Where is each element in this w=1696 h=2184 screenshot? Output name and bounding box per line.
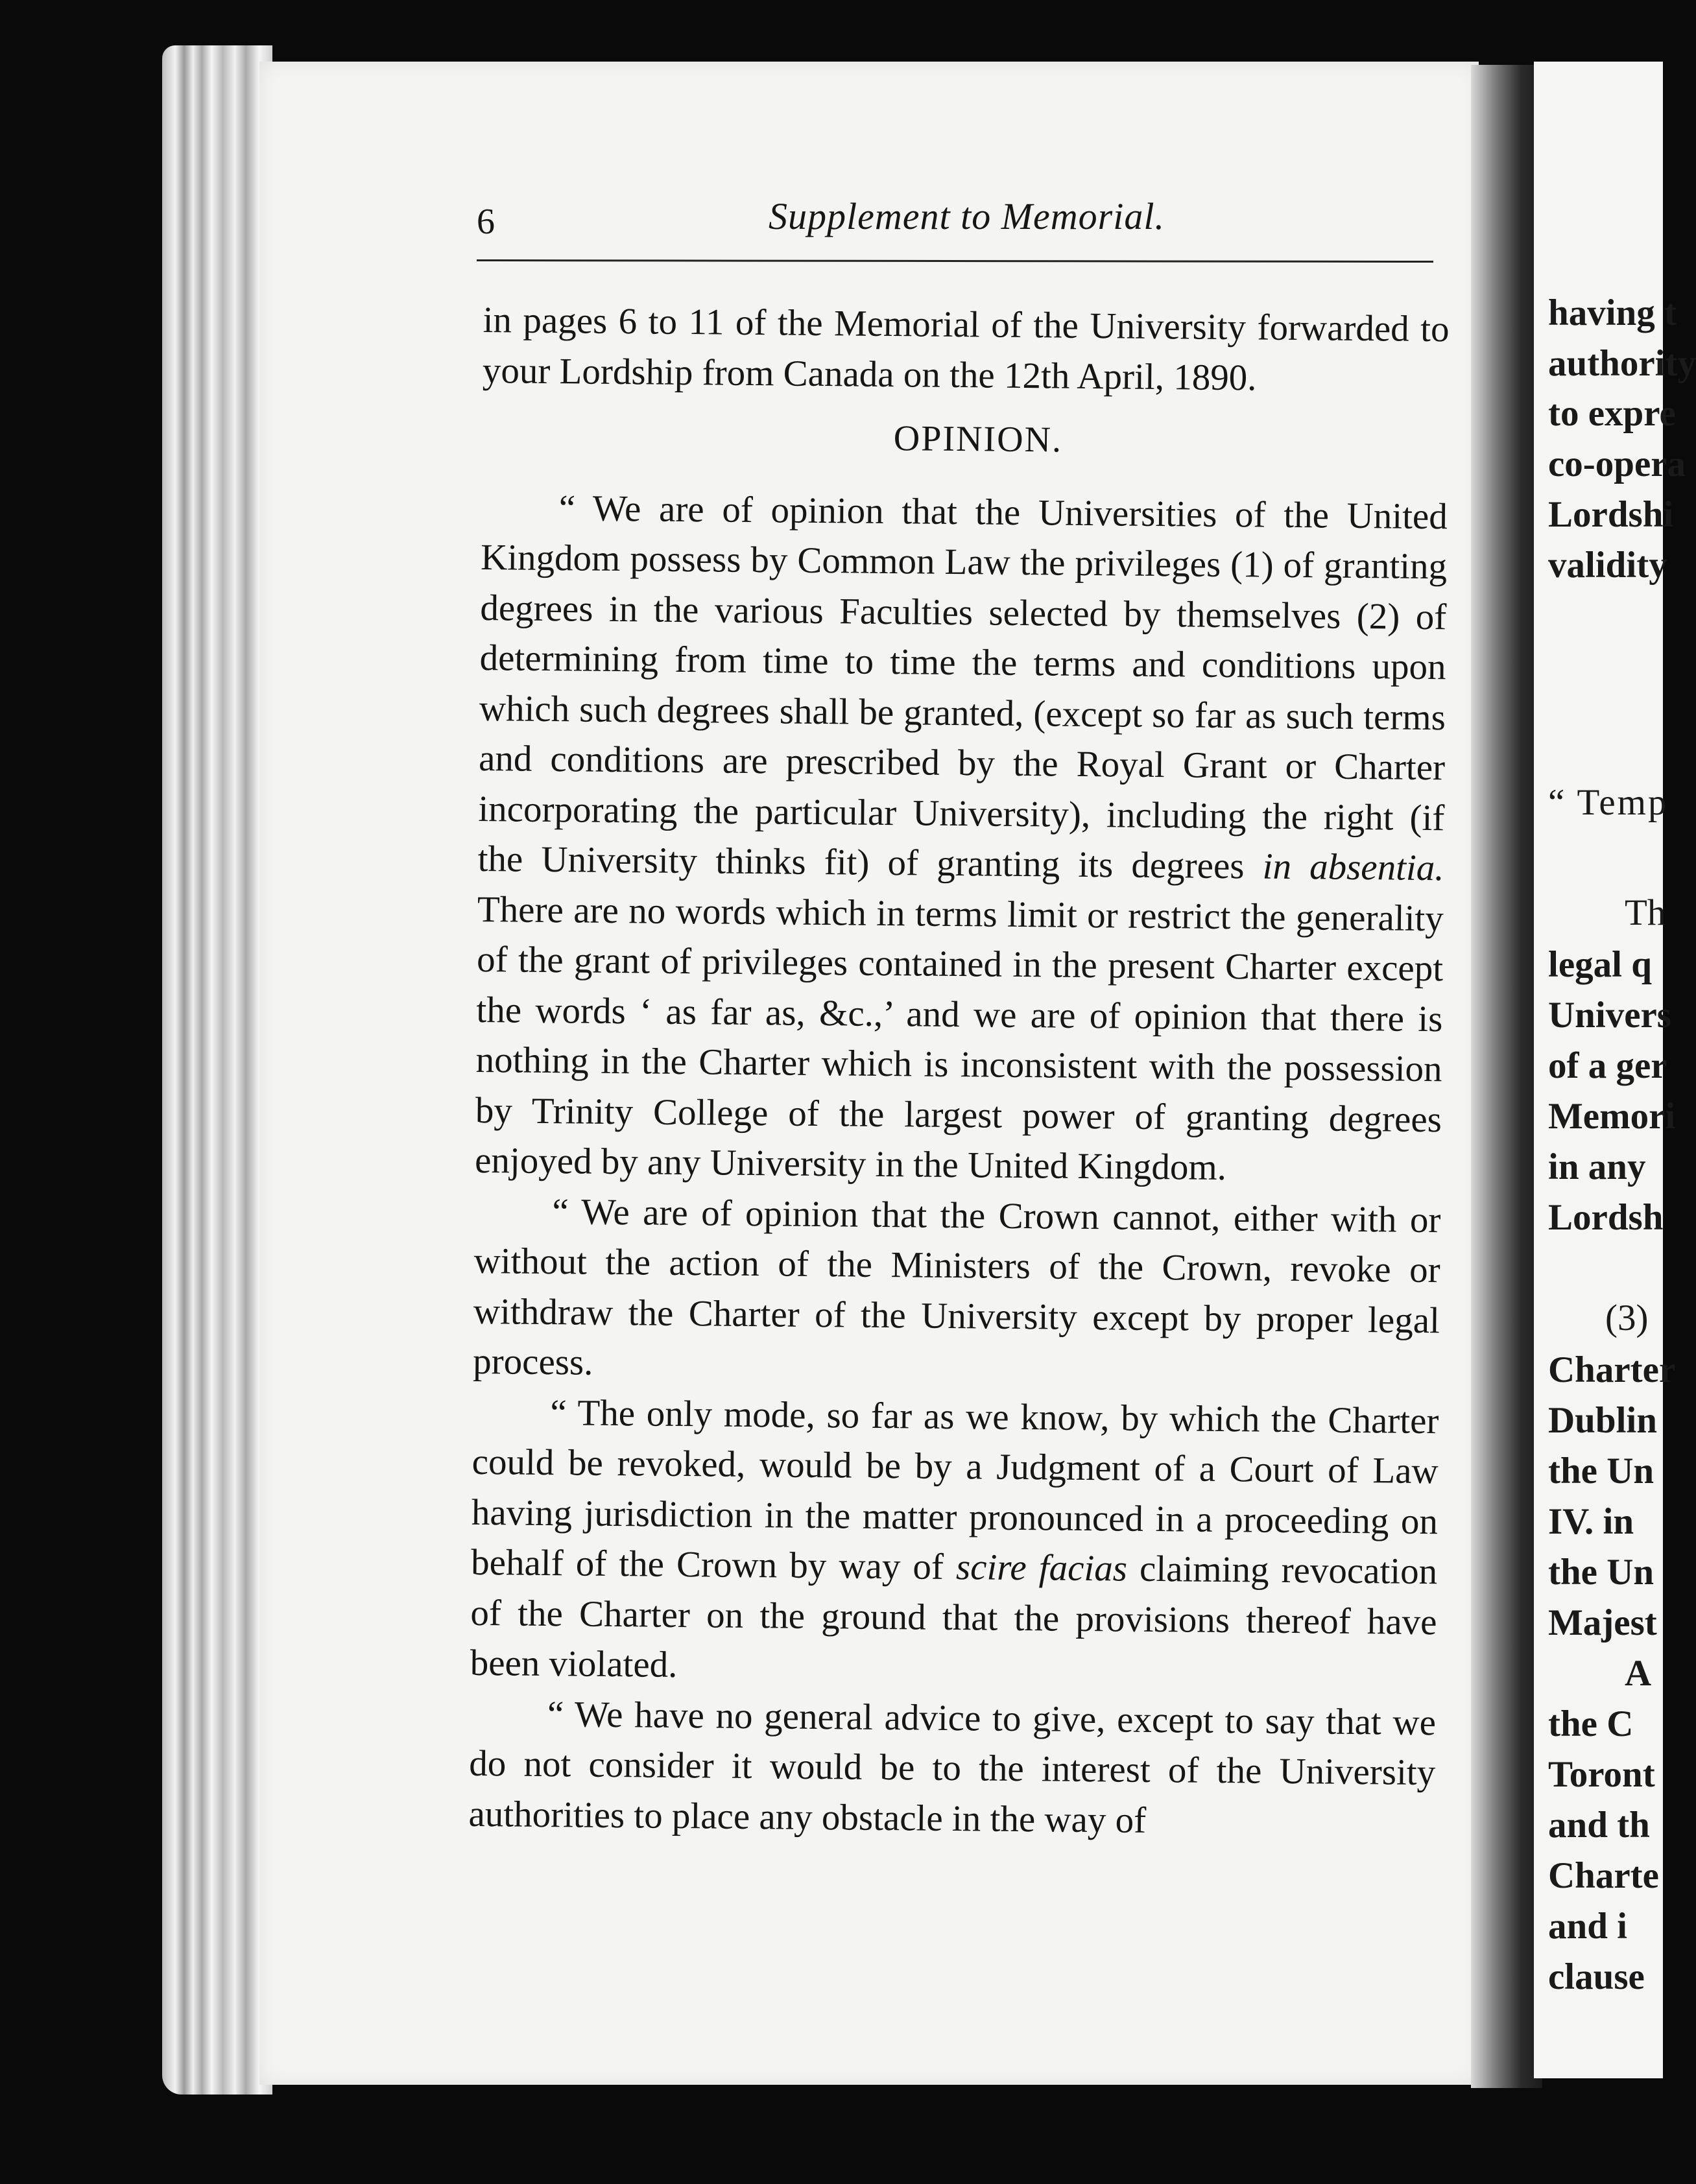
paragraph-4: “ We have no general advice to give, except to say that we do not consider it would be to the interest of the University authorities to place any obstacle in the way of	[468, 1693, 1437, 1841]
page-number: 6	[477, 202, 495, 242]
right-page-line: and i	[1548, 1906, 1627, 1947]
right-page-line: Toront	[1548, 1754, 1655, 1795]
latin-phrase: in absentia.	[1262, 846, 1444, 889]
section-heading: OPINION.	[893, 418, 1063, 460]
right-page-line: Charte	[1548, 1855, 1659, 1896]
paragraph-2: “ We are of opinion that the Crown cannot, either with or without the action of the Ministers of the Crown, revoke or withdraw the Charter of the University except by proper legal process.	[472, 1191, 1441, 1383]
book-page-edges	[162, 45, 272, 2095]
running-head	[477, 195, 1433, 253]
right-page-line: Lordshi	[1548, 494, 1674, 535]
right-page-line: Memori	[1548, 1096, 1676, 1137]
right-page-line: the Un	[1548, 1451, 1654, 1491]
right-page-line: co-opera	[1548, 444, 1686, 484]
right-page-line: Univers	[1548, 995, 1671, 1036]
right-page-line: (3)	[1605, 1298, 1649, 1338]
right-page	[1534, 62, 1696, 2078]
right-page-line: A	[1625, 1653, 1652, 1694]
paragraph-3-continuation: claiming revocation of the Charter on the ground that the provisions thereof have been violated.	[470, 1548, 1438, 1685]
right-page-line: and th	[1548, 1805, 1650, 1846]
right-page-line: Th	[1625, 892, 1666, 933]
right-page-line: Lordsh	[1548, 1197, 1664, 1238]
right-page-line: Majest	[1548, 1602, 1657, 1643]
paragraph-1-continuation: There are no words which in terms limit or restrict the generality of the grant of privileges contained in the present Charter except the words ‘ as far as, &c.,’ and we are of opinion that there is nothing in the Charter which is inconsistent with the possession by Trinity College of the largest power of granting degrees enjoyed by any University in the United Kingdom.	[474, 888, 1444, 1189]
gutter-shadow	[1471, 65, 1542, 2088]
right-page-line: Charter	[1548, 1349, 1676, 1390]
running-title: Supplement to Memorial.	[769, 195, 1165, 237]
right-page-heading: “ Temp	[1548, 782, 1669, 823]
right-page-line: IV. in	[1548, 1501, 1634, 1542]
right-page-line: Dublin	[1548, 1400, 1657, 1441]
right-page-line: authority	[1548, 343, 1696, 384]
right-page-line: having t	[1548, 292, 1677, 333]
right-page-line: validity	[1548, 545, 1667, 586]
right-page-line: to expre	[1548, 393, 1676, 434]
right-page-line: the C	[1548, 1703, 1634, 1744]
body-text	[468, 295, 1450, 1848]
paragraph-3-text: “ The only mode, so far as we know, by which the Charter could be revoked, would be by a Judgment of a Court of Law having jurisdiction in the matter pronounced in a proceeding on behalf of the Crown by way of	[470, 1392, 1439, 1588]
paragraph-1-text: “ We are of opinion that the Universities of the United Kingdom possess by Common Law the privileges (1) of granting degrees in the various Faculties selected by themselves (2) of determining from time to time the terms and conditions upon which such degrees shall be granted, (except so far as such terms and conditions are prescribed by the Royal Grant or Charter incorporating the particular University), including the right (if the University thinks fit) of granting its degrees	[477, 487, 1448, 887]
right-page-line: the Un	[1548, 1552, 1654, 1593]
latin-phrase: scire facias	[955, 1547, 1128, 1589]
opening-paragraph: in pages 6 to 11 of the Memorial of the University forwarded to your Lordship from Canada on the 12th April, 1890.	[482, 299, 1450, 398]
right-page-line: of a ger	[1548, 1045, 1667, 1086]
paragraph-1	[475, 482, 1448, 1194]
paragraph-3	[470, 1386, 1439, 1697]
right-page-line: legal q	[1548, 944, 1652, 985]
right-page-line: in any	[1548, 1146, 1646, 1187]
right-page-line: clause	[1548, 1956, 1645, 1997]
